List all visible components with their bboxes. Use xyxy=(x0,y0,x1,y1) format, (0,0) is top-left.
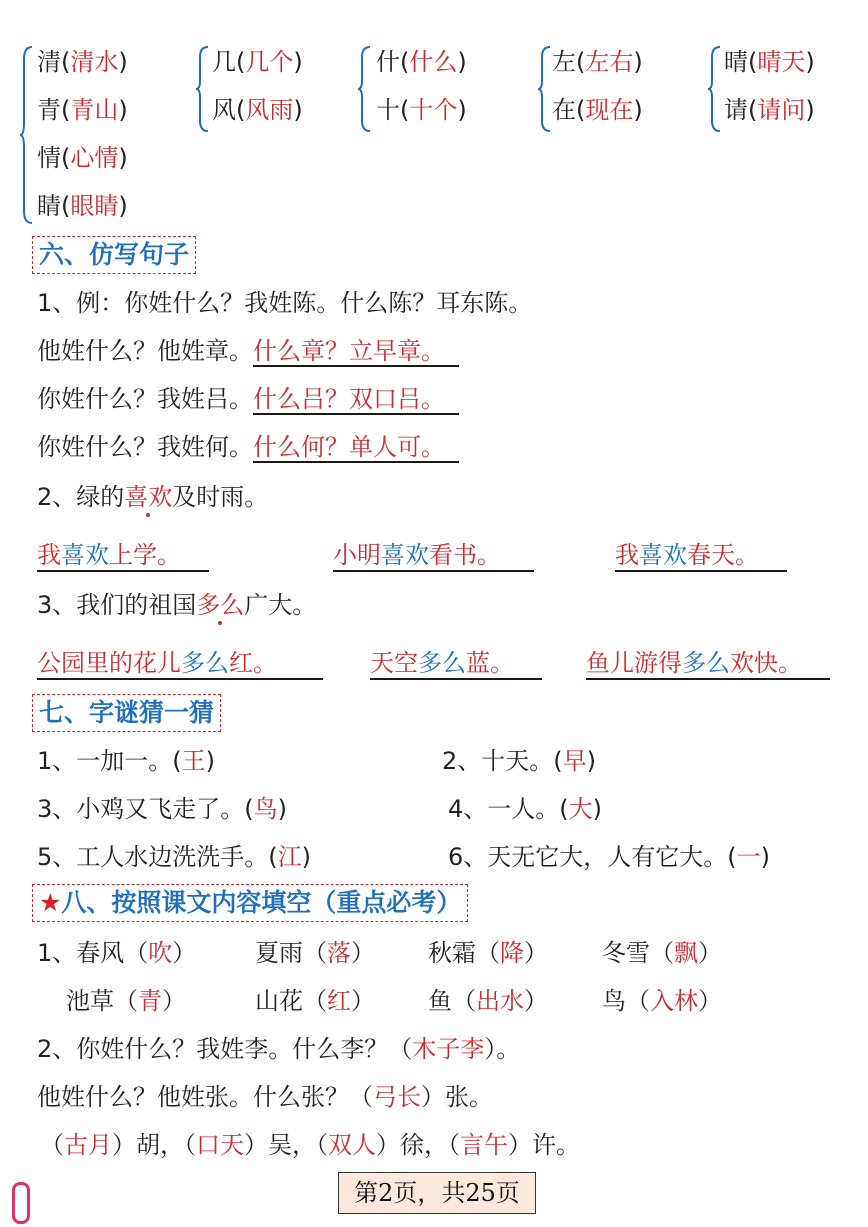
answer-sentence: 小明喜欢看书。 xyxy=(333,540,534,572)
brace-icon xyxy=(196,45,208,133)
fill-item: 夏雨（落） xyxy=(255,939,375,967)
fill-line: （古月）胡，（口天）吴，（双人）徐，（言午）许。 xyxy=(40,1131,580,1159)
answer-sentence: 天空多么蓝。 xyxy=(370,648,542,680)
riddle-item: 5、工人水边洗洗手。(江) xyxy=(37,843,312,871)
word-group-row: 什(什么) xyxy=(376,48,467,76)
fill-item: 鸟（入林） xyxy=(602,987,722,1015)
fill-line: 2、你姓什么？我姓李。什么李？（木子李）。 xyxy=(37,1035,521,1063)
brace-icon xyxy=(538,45,550,133)
word-group-row: 情(心情) xyxy=(37,144,128,172)
answer-sentence: 鱼儿游得多么欢快。 xyxy=(586,648,830,680)
page-number: 第2页，共25页 xyxy=(338,1172,536,1214)
word-group-row: 几(几个) xyxy=(212,48,303,76)
imitation-line: 你姓什么？我姓何。什么何？单人可。 xyxy=(37,432,459,462)
answer-sentence: 我喜欢上学。 xyxy=(37,540,209,572)
fill-item: 冬雪（飘） xyxy=(602,939,722,967)
question-2: 2、绿的喜欢及时雨。 xyxy=(37,483,269,511)
fill-item: 秋霜（降） xyxy=(428,939,548,967)
word-group-row: 请(请问) xyxy=(724,96,815,124)
star-icon: ★ xyxy=(39,888,62,917)
brace-icon xyxy=(708,45,720,133)
question-3: 3、我们的祖国多么广大。 xyxy=(37,591,317,619)
word-group-row: 在(现在) xyxy=(552,96,643,124)
fill-item: 鱼（出水） xyxy=(428,987,548,1015)
word-group-row: 睛(眼睛) xyxy=(37,192,128,220)
answer-text: 什么吕？双口吕。 xyxy=(253,385,459,415)
fill-item: 山花（红） xyxy=(255,987,375,1015)
imitation-line: 他姓什么？他姓章。什么章？立早章。 xyxy=(37,336,459,366)
riddle-item: 3、小鸡又飞走了。(鸟) xyxy=(37,795,288,823)
riddle-item: 2、十天。(早) xyxy=(442,747,597,775)
word-group-row: 左(左右) xyxy=(552,48,643,76)
word-group-row: 青(青山) xyxy=(37,96,128,124)
answer-sentence: 公园里的花儿多么红。 xyxy=(37,648,323,680)
word-group-row: 十(十个) xyxy=(376,96,467,124)
section-8-title: ★八、按照课文内容填空（重点必考） xyxy=(32,884,468,922)
word-group-row: 清(清水) xyxy=(37,48,128,76)
example-line: 1、例：你姓什么？我姓陈。什么陈？耳东陈。 xyxy=(37,289,533,317)
fill-line: 他姓什么？他姓张。什么张？（弓长）张。 xyxy=(37,1083,493,1111)
margin-mark xyxy=(12,1182,30,1224)
answer-sentence: 我喜欢春天。 xyxy=(615,540,787,572)
riddle-item: 4、一人。(大) xyxy=(448,795,603,823)
fill-item: 1、春风（吹） xyxy=(37,939,197,967)
riddle-item: 1、一加一。(王) xyxy=(37,747,216,775)
riddle-item: 6、天无它大，人有它大。(一) xyxy=(448,843,771,871)
brace-icon xyxy=(358,45,370,133)
answer-text: 什么章？立早章。 xyxy=(253,337,459,367)
word-group-row: 晴(晴天) xyxy=(724,48,815,76)
word-group-row: 风(风雨) xyxy=(212,96,303,124)
section-7-title: 七、字谜猜一猜 xyxy=(32,694,221,732)
section-6-title: 六、仿写句子 xyxy=(32,236,196,274)
answer-text: 什么何？单人可。 xyxy=(253,433,459,463)
imitation-line: 你姓什么？我姓吕。什么吕？双口吕。 xyxy=(37,384,459,414)
fill-item: 池草（青） xyxy=(66,987,186,1015)
brace-icon xyxy=(20,45,32,225)
